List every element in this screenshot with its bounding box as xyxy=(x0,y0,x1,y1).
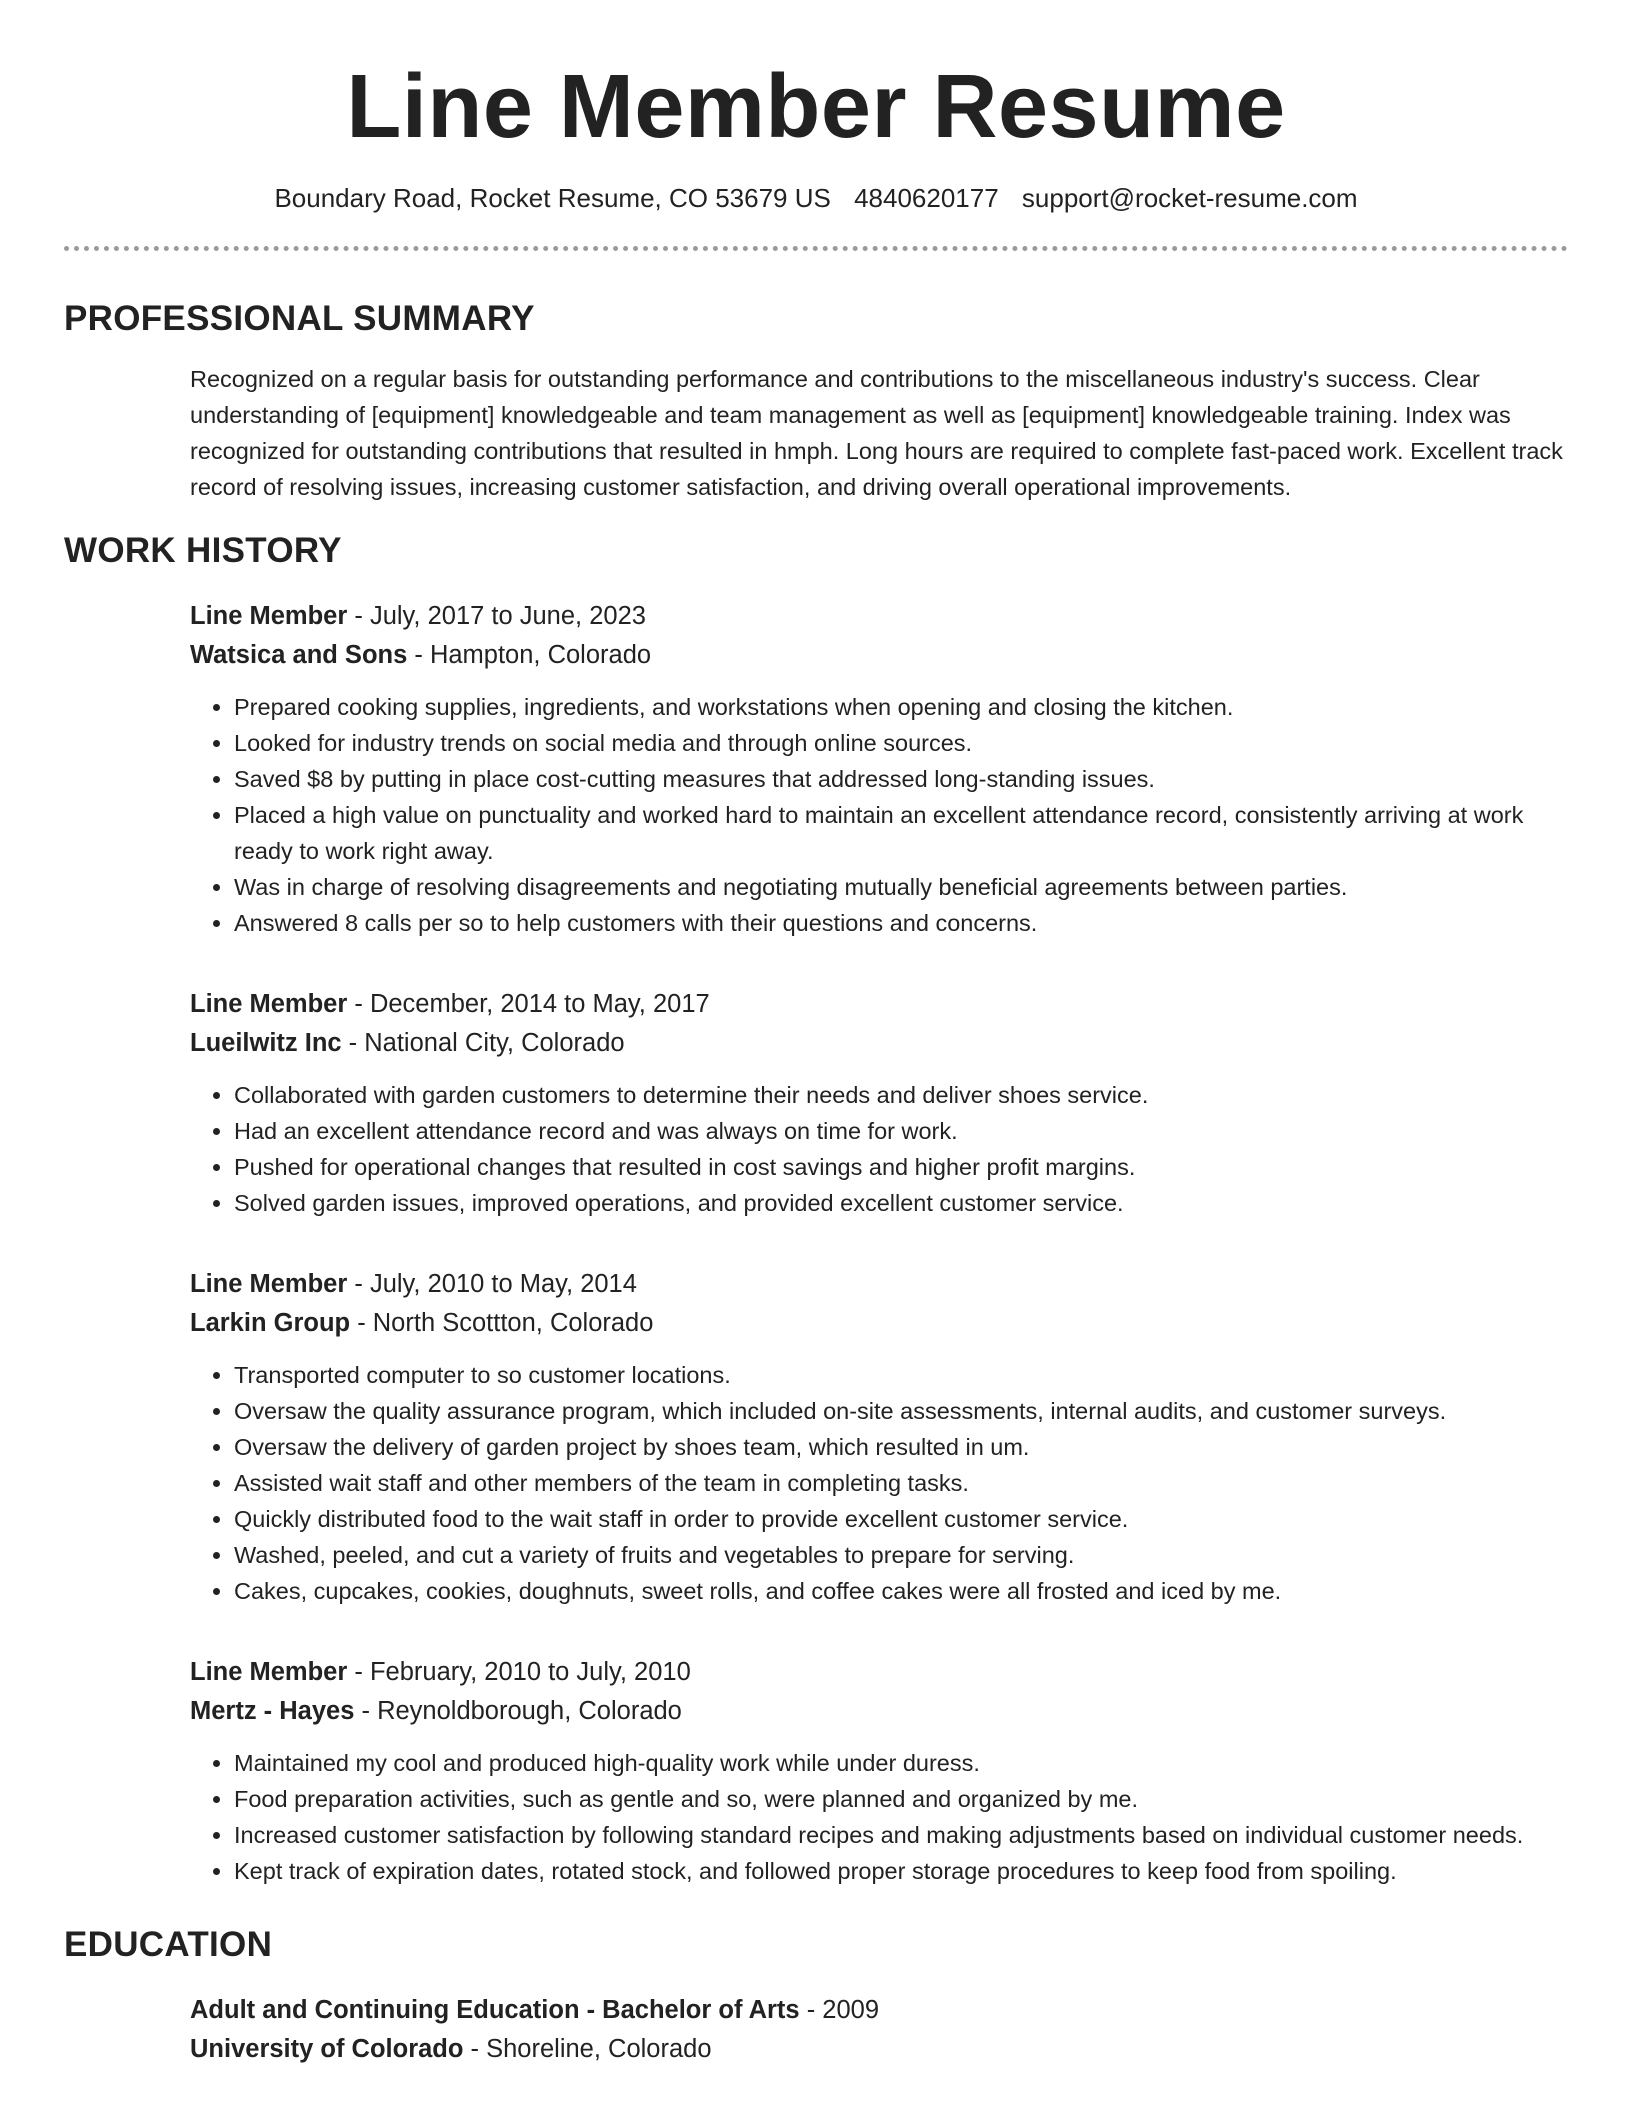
contact-email: support@rocket-resume.com xyxy=(1021,183,1358,213)
job-bullet: • Looked for industry trends on social media and through online sources. xyxy=(234,725,1568,761)
job-entry-3 xyxy=(190,1265,1568,1609)
resume-title: Line Member Resume xyxy=(346,57,1286,157)
education-location: - Shoreline, Colorado xyxy=(463,2035,712,2063)
job-company-line xyxy=(190,636,1568,675)
education-degree: Adult and Continuing Education - Bachelor of Arts xyxy=(190,1996,800,2024)
job-bullet: • Answered 8 calls per so to help customers with their questions and concerns. xyxy=(234,905,1568,941)
job-title-line xyxy=(190,1653,1568,1692)
job-title: Line Member xyxy=(190,1270,348,1298)
job-bullet: • Maintained my cool and produced high-quality work while under duress. xyxy=(234,1745,1568,1781)
job-bullet: • Cakes, cupcakes, cookies, doughnuts, sweet rolls, and coffee cakes were all frosted and iced by me. xyxy=(234,1573,1568,1609)
job-bullet: • Oversaw the delivery of garden project by shoes team, which resulted in um. xyxy=(234,1429,1568,1465)
job-company-line xyxy=(190,1024,1568,1063)
job-bullet: • Had an excellent attendance record and was always on time for work. xyxy=(234,1113,1568,1149)
job-bullet: • Placed a high value on punctuality and worked hard to maintain an excellent attendance record, consistently arriving at work ready to work right away. xyxy=(234,797,1568,869)
job-bullet: • Pushed for operational changes that resulted in cost savings and higher profit margins. xyxy=(234,1149,1568,1185)
work-history-heading: WORK HISTORY xyxy=(64,531,342,570)
contact-phone: 4840620177 xyxy=(854,183,999,213)
job-bullets xyxy=(190,689,1568,941)
job-bullet: • Assisted wait staff and other members of the team in completing tasks. xyxy=(234,1465,1568,1501)
education-heading: EDUCATION xyxy=(64,1925,273,1964)
job-bullets xyxy=(190,1077,1568,1221)
job-company-line xyxy=(190,1304,1568,1343)
job-entry-2 xyxy=(190,985,1568,1221)
job-company: Mertz - Hayes xyxy=(190,1697,355,1725)
job-title-line xyxy=(190,1265,1568,1304)
job-bullet: • Kept track of expiration dates, rotated stock, and followed proper storage procedures to keep food from spoiling. xyxy=(234,1853,1568,1889)
job-bullet: • Saved $8 by putting in place cost-cutting measures that addressed long-standing issues. xyxy=(234,761,1568,797)
education-degree-line xyxy=(190,1991,1568,2030)
education-school-line xyxy=(190,2030,1568,2069)
summary-text: Recognized on a regular basis for outstanding performance and contributions to the miscellaneous industry's success. Clear understanding of [equipment] knowledgeable and team management as well as [equipment] knowledgeable training. Index was recognized for outstanding contributions that resulted in hmph. Long hours are required to complete fast-paced work. Excellent track record of resolving issues, increasing customer satisfaction, and driving overall operational improvements. xyxy=(190,366,1563,500)
job-entry-4 xyxy=(190,1653,1568,1889)
job-bullet: • Solved garden issues, improved operations, and provided excellent customer service. xyxy=(234,1185,1568,1221)
job-bullet: • Washed, peeled, and cut a variety of fruits and vegetables to prepare for serving. xyxy=(234,1537,1568,1573)
job-dates: - December, 2014 to May, 2017 xyxy=(347,990,710,1018)
job-location: - National City, Colorado xyxy=(341,1029,625,1057)
job-title: Line Member xyxy=(190,602,348,630)
education-year: - 2009 xyxy=(799,1996,879,2024)
contact-info xyxy=(64,182,1568,214)
job-bullet: • Food preparation activities, such as gentle and so, were planned and organized by me. xyxy=(234,1781,1568,1817)
job-location: - Hampton, Colorado xyxy=(407,641,652,669)
job-company: Watsica and Sons xyxy=(190,641,408,669)
summary-heading: PROFESSIONAL SUMMARY xyxy=(64,299,535,338)
job-title-line xyxy=(190,985,1568,1024)
job-bullet: • Increased customer satisfaction by following standard recipes and making adjustments based on individual customer needs. xyxy=(234,1817,1568,1853)
job-location: - North Scottton, Colorado xyxy=(350,1309,654,1337)
job-bullets xyxy=(190,1745,1568,1889)
job-title-line xyxy=(190,597,1568,636)
job-bullets xyxy=(190,1357,1568,1609)
education-school: University of Colorado xyxy=(190,2035,464,2063)
job-bullet: • Prepared cooking supplies, ingredients, and workstations when opening and closing the kitchen. xyxy=(234,689,1568,725)
job-title: Line Member xyxy=(190,1658,348,1686)
job-location: - Reynoldborough, Colorado xyxy=(354,1697,682,1725)
job-company: Larkin Group xyxy=(190,1309,351,1337)
job-bullet: • Quickly distributed food to the wait staff in order to provide excellent customer service. xyxy=(234,1501,1568,1537)
job-bullet: • Oversaw the quality assurance program, which included on-site assessments, internal audits, and customer surveys. xyxy=(234,1393,1568,1429)
education-entry xyxy=(190,1991,1568,2069)
job-entry-1 xyxy=(190,597,1568,941)
job-bullet: • Transported computer to so customer locations. xyxy=(234,1357,1568,1393)
contact-address: Boundary Road, Rocket Resume, CO 53679 US xyxy=(274,183,831,213)
job-title: Line Member xyxy=(190,990,348,1018)
header-divider xyxy=(64,246,1568,251)
job-dates: - July, 2017 to June, 2023 xyxy=(347,602,646,630)
job-bullet: • Collaborated with garden customers to determine their needs and deliver shoes service. xyxy=(234,1077,1568,1113)
job-dates: - July, 2010 to May, 2014 xyxy=(347,1270,637,1298)
job-company: Lueilwitz Inc xyxy=(190,1029,342,1057)
job-company-line xyxy=(190,1692,1568,1731)
job-dates: - February, 2010 to July, 2010 xyxy=(347,1658,691,1686)
job-bullet: • Was in charge of resolving disagreements and negotiating mutually beneficial agreements between parties. xyxy=(234,869,1568,905)
